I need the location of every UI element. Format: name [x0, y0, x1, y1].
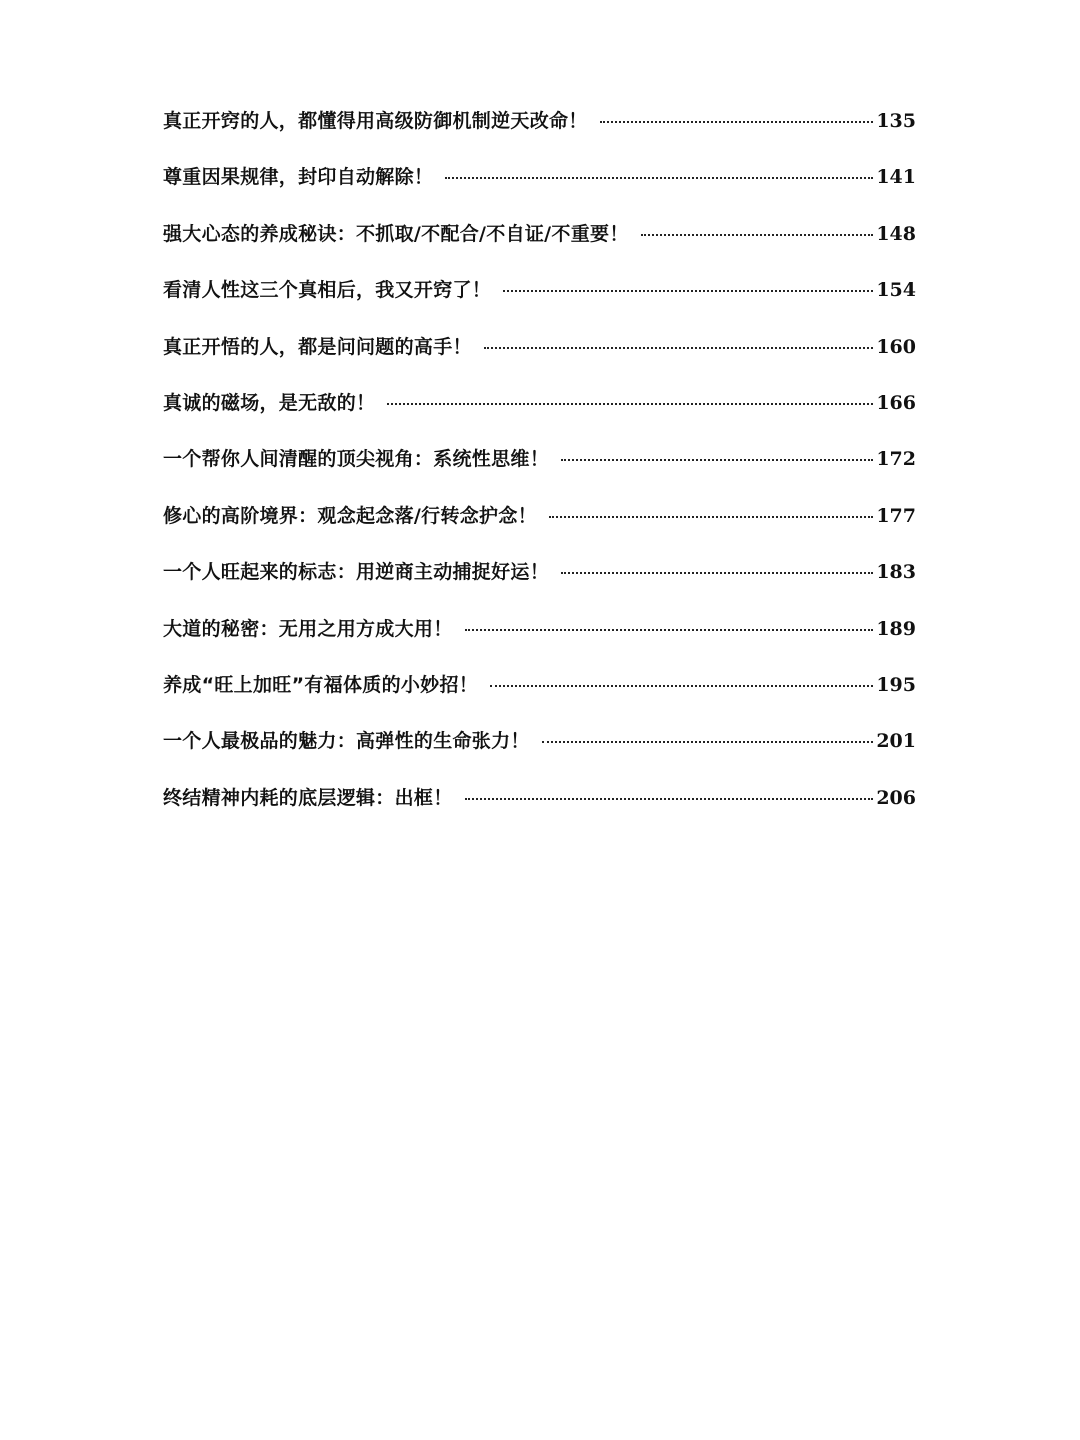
toc-entry-page-number: 166: [876, 391, 916, 414]
toc-entry-page-number: 160: [876, 335, 916, 358]
toc-entry-page-number: 148: [876, 222, 916, 245]
dot-leader: [490, 685, 873, 687]
dot-leader: [561, 459, 873, 461]
toc-entry[interactable]: [163, 783, 916, 839]
toc-entry[interactable]: [163, 444, 916, 500]
dot-leader: [387, 403, 873, 405]
toc-entry[interactable]: [163, 332, 916, 388]
dot-leader: [465, 629, 874, 631]
dot-leader: [641, 234, 874, 236]
toc-entry[interactable]: [163, 501, 916, 557]
toc-entry-title: 看清人性这三个真相后，我又开窍了！: [163, 279, 492, 302]
toc-entry-title: 尊重因果规律，封印自动解除！: [163, 166, 434, 189]
toc-entry[interactable]: [163, 275, 916, 331]
toc-entry[interactable]: [163, 219, 916, 275]
dot-leader: [445, 177, 873, 179]
toc-entry[interactable]: [163, 388, 916, 444]
dot-leader: [542, 741, 874, 743]
toc-entry-title: 终结精神内耗的底层逻辑：出框！: [163, 786, 453, 809]
dot-leader: [561, 572, 873, 574]
toc-entry-page-number: 172: [876, 448, 916, 471]
toc-entry-page-number: 206: [876, 786, 916, 809]
toc-entry-title: 养成“旺上加旺”有福体质的小妙招！: [163, 673, 479, 696]
toc-entry[interactable]: [163, 106, 916, 162]
toc-entry-title: 大道的秘密：无用之用方成大用！: [163, 617, 453, 640]
dot-leader: [549, 516, 873, 518]
table-of-contents: [163, 106, 916, 839]
dot-leader: [484, 347, 874, 349]
dot-leader: [600, 121, 874, 123]
toc-entry-page-number: 195: [876, 673, 916, 696]
toc-entry-page-number: 177: [876, 504, 916, 527]
toc-entry-title: 一个人旺起来的标志：用逆商主动捕捉好运！: [163, 561, 550, 584]
toc-entry-page-number: 141: [876, 166, 916, 189]
toc-entry-title: 强大心态的养成秘诀：不抓取/不配合/不自证/不重要！: [163, 222, 629, 245]
toc-entry-title: 真正开悟的人，都是问问题的高手！: [163, 335, 472, 358]
toc-entry-page-number: 189: [876, 617, 916, 640]
dot-leader: [503, 290, 873, 292]
toc-entry-page-number: 183: [876, 561, 916, 584]
toc-entry[interactable]: [163, 726, 916, 782]
toc-entry-page-number: 201: [876, 730, 916, 753]
toc-entry[interactable]: [163, 162, 916, 218]
toc-entry[interactable]: [163, 614, 916, 670]
toc-entry[interactable]: [163, 557, 916, 613]
toc-entry-title: 真诚的磁场，是无敌的！: [163, 391, 376, 414]
toc-entry-page-number: 154: [876, 279, 916, 302]
toc-entry-page-number: 135: [876, 110, 916, 132]
toc-entry-title: 一个人最极品的魅力：高弹性的生命张力！: [163, 730, 530, 753]
toc-entry-title: 修心的高阶境界：观念起念落/行转念护念！: [163, 504, 537, 527]
toc-entry-title: 真正开窍的人，都懂得用高级防御机制逆天改命！: [163, 110, 588, 132]
toc-entry-title: 一个帮你人间清醒的顶尖视角：系统性思维！: [163, 448, 550, 471]
toc-entry[interactable]: [163, 670, 916, 726]
dot-leader: [465, 798, 874, 800]
